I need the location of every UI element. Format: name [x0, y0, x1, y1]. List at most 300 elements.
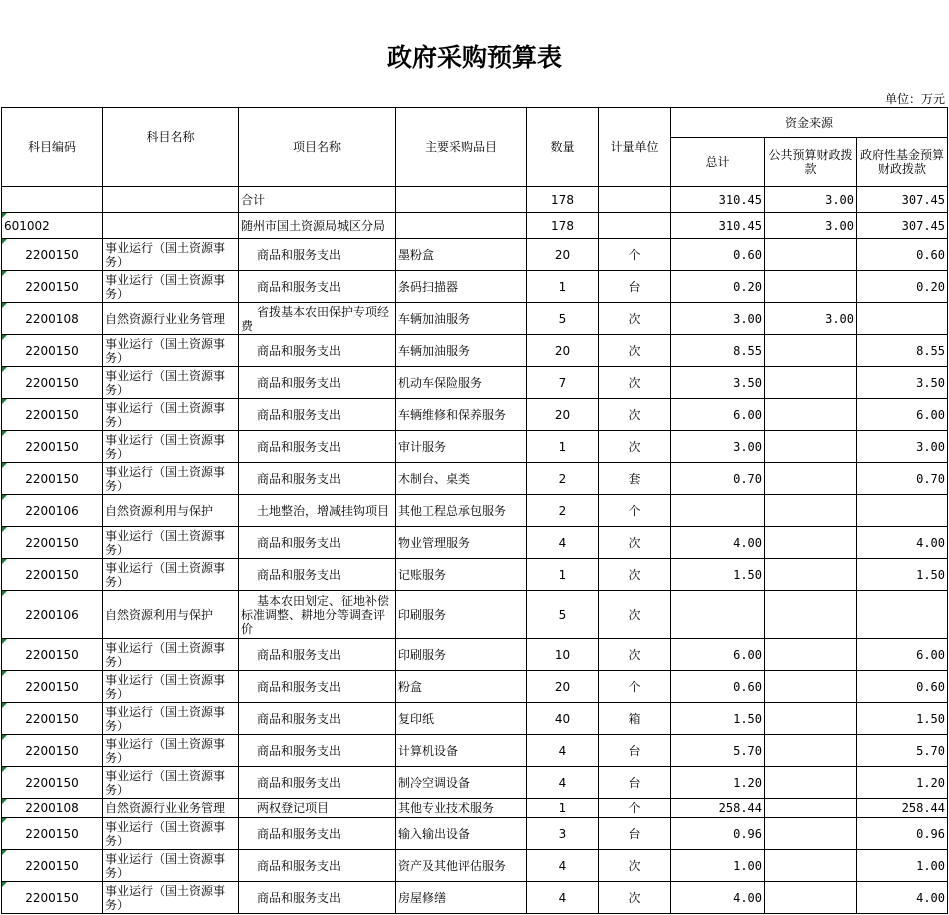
quantity-text: 1 — [558, 279, 567, 294]
code-text: 2200150 — [25, 247, 79, 262]
cell-marker-icon — [2, 399, 7, 404]
subject-name-cell — [103, 335, 239, 367]
gov-fund-text: 307.45 — [901, 218, 945, 233]
public-budget-cell — [765, 303, 857, 335]
total-cell — [671, 850, 765, 882]
subject-name-cell — [103, 767, 239, 799]
unit-cell — [599, 818, 671, 850]
subject-name-text: 事业运行（国土资源事务） — [105, 819, 226, 848]
table-row — [2, 399, 948, 431]
project-name-text: 商品和服务支出 — [257, 679, 342, 694]
code-text: 2200106 — [25, 607, 79, 622]
code-text: 601002 — [4, 218, 50, 233]
header-subject-code: 科目编码 — [2, 108, 103, 187]
gov-fund-text: 6.00 — [916, 647, 945, 662]
cell-marker-icon — [2, 767, 7, 772]
project-name-cell — [239, 591, 396, 639]
public-budget-cell — [765, 431, 857, 463]
unit-text: 次 — [628, 567, 641, 582]
code-text: 2200106 — [25, 503, 79, 518]
code-cell — [2, 671, 103, 703]
table-body — [2, 187, 948, 914]
total-text: 4.00 — [733, 535, 762, 550]
purchase-item-cell — [396, 527, 527, 559]
gov-fund-text: 0.20 — [916, 279, 945, 294]
cell-marker-icon — [2, 303, 7, 308]
public-budget-cell — [765, 559, 857, 591]
quantity-text: 4 — [558, 743, 567, 758]
quantity-cell — [527, 303, 599, 335]
purchase-item-cell — [396, 882, 527, 914]
table-row — [2, 239, 948, 271]
public-budget-cell — [765, 850, 857, 882]
public-budget-cell — [765, 367, 857, 399]
project-name-text: 商品和服务支出 — [257, 890, 342, 905]
header-quantity: 数量 — [527, 108, 599, 187]
purchase-item-cell — [396, 767, 527, 799]
cell-marker-icon — [2, 431, 7, 436]
project-name-text: 基本农田划定、征地补偿标准调整、耕地分等调查评价 — [241, 593, 390, 636]
purchase-item-text: 机动车保险服务 — [398, 375, 483, 390]
gov-fund-text: 1.00 — [916, 858, 945, 873]
quantity-cell — [527, 495, 599, 527]
purchase-item-cell — [396, 818, 527, 850]
quantity-text: 40 — [554, 711, 571, 726]
total-cell — [671, 335, 765, 367]
public-budget-cell — [765, 271, 857, 303]
gov-fund-text: 4.00 — [916, 535, 945, 550]
table-row — [2, 303, 948, 335]
subject-name-cell — [103, 591, 239, 639]
budget-table — [1, 107, 948, 914]
total-text: 0.60 — [733, 679, 762, 694]
subject-name-cell — [103, 850, 239, 882]
public-budget-cell — [765, 213, 857, 239]
gov-fund-text: 1.20 — [916, 775, 945, 790]
table-row — [2, 882, 948, 914]
gov-fund-text: 8.55 — [916, 343, 945, 358]
cell-marker-icon — [2, 818, 7, 823]
quantity-cell — [527, 639, 599, 671]
public-budget-cell — [765, 239, 857, 271]
gov-fund-cell — [857, 399, 948, 431]
project-name-text: 商品和服务支出 — [257, 567, 342, 582]
subject-name-text: 事业运行（国土资源事务） — [105, 240, 226, 269]
quantity-cell — [527, 463, 599, 495]
purchase-item-text: 其他专业技术服务 — [398, 801, 495, 815]
quantity-text: 20 — [554, 407, 571, 422]
cell-marker-icon — [2, 591, 7, 596]
purchase-item-text: 墨粉盒 — [398, 247, 435, 262]
public-budget-cell — [765, 639, 857, 671]
total-text: 258.44 — [718, 801, 762, 815]
subject-name-text: 自然资源利用与保护 — [105, 503, 214, 518]
project-name-cell — [239, 850, 396, 882]
project-name-cell — [239, 818, 396, 850]
quantity-text: 20 — [554, 247, 571, 262]
subject-name-cell — [103, 527, 239, 559]
gov-fund-text: 1.50 — [916, 567, 945, 582]
unit-text: 次 — [628, 647, 641, 662]
purchase-item-cell — [396, 559, 527, 591]
quantity-cell — [527, 239, 599, 271]
total-cell — [671, 818, 765, 850]
project-name-text: 商品和服务支出 — [257, 647, 342, 662]
purchase-item-cell — [396, 495, 527, 527]
table-row — [2, 818, 948, 850]
unit-cell — [599, 495, 671, 527]
project-name-text: 商品和服务支出 — [257, 439, 342, 454]
purchase-item-text: 印刷服务 — [398, 647, 447, 662]
code-cell — [2, 367, 103, 399]
public-budget-cell — [765, 463, 857, 495]
public-budget-cell — [765, 591, 857, 639]
code-text: 2200150 — [25, 343, 79, 358]
total-cell — [671, 703, 765, 735]
quantity-text: 1 — [558, 567, 567, 582]
total-text: 0.96 — [733, 826, 762, 841]
code-cell — [2, 735, 103, 767]
quantity-cell — [527, 213, 599, 239]
project-name-text: 商品和服务支出 — [257, 858, 342, 873]
total-cell — [671, 399, 765, 431]
quantity-text: 4 — [558, 775, 567, 790]
gov-fund-cell — [857, 239, 948, 271]
project-name-cell — [239, 735, 396, 767]
public-budget-cell — [765, 671, 857, 703]
unit-cell — [599, 527, 671, 559]
subject-name-text: 自然资源利用与保护 — [105, 607, 214, 622]
gov-fund-text: 4.00 — [916, 890, 945, 905]
code-cell — [2, 271, 103, 303]
public-budget-cell — [765, 335, 857, 367]
total-cell — [671, 367, 765, 399]
quantity-cell — [527, 703, 599, 735]
gov-fund-text: 3.00 — [916, 439, 945, 454]
purchase-item-cell — [396, 213, 527, 239]
total-cell — [671, 735, 765, 767]
code-text: 2200150 — [25, 375, 79, 390]
total-cell — [671, 591, 765, 639]
code-cell — [2, 239, 103, 271]
gov-fund-cell — [857, 527, 948, 559]
quantity-cell — [527, 271, 599, 303]
code-text: 2200150 — [25, 775, 79, 790]
gov-fund-cell — [857, 463, 948, 495]
gov-fund-cell — [857, 335, 948, 367]
purchase-item-cell — [396, 639, 527, 671]
public-budget-text: 3.00 — [825, 311, 854, 326]
purchase-item-text: 房屋修缮 — [398, 890, 447, 905]
total-text: 0.60 — [733, 247, 762, 262]
quantity-cell — [527, 799, 599, 818]
header-gov-fund: 政府性基金预算财政拨款 — [857, 138, 948, 187]
code-text: 2200150 — [25, 439, 79, 454]
unit-text: 次 — [628, 407, 641, 422]
unit-text: 套 — [628, 471, 641, 486]
gov-fund-cell — [857, 767, 948, 799]
header-subject-name: 科目名称 — [103, 108, 239, 187]
purchase-item-cell — [396, 799, 527, 818]
total-text: 310.45 — [718, 218, 762, 233]
gov-fund-cell — [857, 591, 948, 639]
quantity-cell — [527, 767, 599, 799]
subject-name-cell — [103, 431, 239, 463]
subject-name-cell — [103, 639, 239, 671]
code-text: 2200150 — [25, 858, 79, 873]
gov-fund-text: 0.70 — [916, 471, 945, 486]
quantity-cell — [527, 431, 599, 463]
table-row — [2, 735, 948, 767]
public-budget-cell — [765, 882, 857, 914]
subject-name-text: 事业运行（国土资源事务） — [105, 851, 226, 880]
unit-cell — [599, 639, 671, 671]
quantity-text: 1 — [558, 801, 567, 815]
total-cell — [671, 463, 765, 495]
header-fund-source: 资金来源 — [671, 108, 948, 138]
project-name-cell — [239, 431, 396, 463]
quantity-text: 4 — [558, 858, 567, 873]
subject-name-cell — [103, 213, 239, 239]
quantity-text: 20 — [554, 679, 571, 694]
subject-name-text: 事业运行（国土资源事务） — [105, 400, 226, 429]
table-row — [2, 367, 948, 399]
cell-marker-icon — [2, 367, 7, 372]
purchase-item-cell — [396, 367, 527, 399]
purchase-item-text: 计算机设备 — [398, 743, 459, 758]
subject-name-cell — [103, 239, 239, 271]
total-cell — [671, 239, 765, 271]
public-budget-text: 3.00 — [825, 218, 854, 233]
project-name-cell — [239, 559, 396, 591]
project-name-text: 商品和服务支出 — [257, 535, 342, 550]
cell-marker-icon — [2, 335, 7, 340]
unit-text: 次 — [628, 535, 641, 550]
purchase-item-cell — [396, 239, 527, 271]
table-row — [2, 639, 948, 671]
unit-cell — [599, 671, 671, 703]
subject-name-text: 事业运行（国土资源事务） — [105, 368, 226, 397]
public-budget-cell — [765, 818, 857, 850]
project-name-text: 商品和服务支出 — [257, 775, 342, 790]
subject-name-cell — [103, 303, 239, 335]
gov-fund-cell — [857, 639, 948, 671]
purchase-item-text: 复印纸 — [398, 711, 435, 726]
unit-text: 箱 — [628, 711, 641, 726]
code-text: 2200150 — [25, 890, 79, 905]
project-name-cell — [239, 367, 396, 399]
gov-fund-cell — [857, 799, 948, 818]
gov-fund-text: 1.50 — [916, 711, 945, 726]
subject-name-text: 事业运行（国土资源事务） — [105, 560, 226, 589]
total-text: 1.50 — [733, 567, 762, 582]
unit-cell — [599, 735, 671, 767]
subject-name-text: 事业运行（国土资源事务） — [105, 768, 226, 797]
subject-name-cell — [103, 799, 239, 818]
purchase-item-cell — [396, 271, 527, 303]
total-cell — [671, 671, 765, 703]
total-text: 1.20 — [733, 775, 762, 790]
unit-cell — [599, 882, 671, 914]
unit-text: 个 — [628, 503, 641, 518]
quantity-text: 5 — [558, 607, 567, 622]
total-cell — [671, 882, 765, 914]
project-name-cell — [239, 882, 396, 914]
project-name-cell — [239, 303, 396, 335]
total-text: 0.20 — [733, 279, 762, 294]
purchase-item-text: 条码扫描器 — [398, 279, 459, 294]
quantity-text: 20 — [554, 343, 571, 358]
unit-cell — [599, 703, 671, 735]
unit-cell — [599, 767, 671, 799]
unit-text: 台 — [628, 743, 641, 758]
project-name-text: 随州市国土资源局城区分局 — [241, 218, 386, 233]
cell-marker-icon — [2, 271, 7, 276]
gov-fund-cell — [857, 882, 948, 914]
subject-name-cell — [103, 703, 239, 735]
code-text: 2200150 — [25, 647, 79, 662]
code-cell — [2, 799, 103, 818]
header-public-budget: 公共预算财政拨款 — [765, 138, 857, 187]
project-name-text: 商品和服务支出 — [257, 711, 342, 726]
code-cell — [2, 495, 103, 527]
code-cell — [2, 303, 103, 335]
cell-marker-icon — [2, 527, 7, 532]
total-cell — [671, 527, 765, 559]
code-cell — [2, 213, 103, 239]
code-cell — [2, 639, 103, 671]
subject-name-text: 事业运行（国土资源事务） — [105, 464, 226, 493]
project-name-cell — [239, 703, 396, 735]
project-name-text: 商品和服务支出 — [257, 471, 342, 486]
unit-text: 个 — [628, 801, 641, 815]
subject-name-text: 自然资源行业业务管理 — [105, 311, 226, 326]
gov-fund-cell — [857, 187, 948, 213]
table-row — [2, 335, 948, 367]
purchase-item-text: 其他工程总承包服务 — [398, 503, 507, 518]
code-text: 2200150 — [25, 471, 79, 486]
cell-marker-icon — [2, 559, 7, 564]
purchase-item-text: 木制台、桌类 — [398, 471, 471, 486]
project-name-text: 省拨基本农田保护专项经费 — [241, 304, 390, 333]
code-cell — [2, 335, 103, 367]
subject-name-cell — [103, 463, 239, 495]
subject-name-text: 自然资源行业业务管理 — [105, 801, 226, 815]
total-cell — [671, 559, 765, 591]
quantity-cell — [527, 335, 599, 367]
total-text: 8.55 — [733, 343, 762, 358]
subject-name-text: 事业运行（国土资源事务） — [105, 432, 226, 461]
gov-fund-cell — [857, 431, 948, 463]
cell-marker-icon — [2, 882, 7, 887]
project-name-text: 合计 — [241, 192, 266, 207]
total-cell — [671, 495, 765, 527]
gov-fund-text: 258.44 — [901, 801, 945, 815]
code-text: 2200150 — [25, 826, 79, 841]
unit-cell — [599, 367, 671, 399]
unit-text: 次 — [628, 890, 641, 905]
purchase-item-text: 粉盒 — [398, 679, 423, 694]
purchase-item-text: 资产及其他评估服务 — [398, 858, 507, 873]
table-row — [2, 187, 948, 213]
unit-text: 台 — [628, 279, 641, 294]
project-name-cell — [239, 213, 396, 239]
gov-fund-cell — [857, 735, 948, 767]
total-cell — [671, 213, 765, 239]
cell-marker-icon — [2, 850, 7, 855]
quantity-text: 3 — [558, 826, 567, 841]
cell-marker-icon — [2, 639, 7, 644]
code-text: 2200150 — [25, 279, 79, 294]
code-cell — [2, 187, 103, 213]
code-text: 2200150 — [25, 711, 79, 726]
public-budget-cell — [765, 495, 857, 527]
code-cell — [2, 559, 103, 591]
total-text: 3.00 — [733, 439, 762, 454]
total-cell — [671, 767, 765, 799]
purchase-item-cell — [396, 850, 527, 882]
cell-marker-icon — [2, 495, 7, 500]
total-text: 5.70 — [733, 743, 762, 758]
project-name-text: 商品和服务支出 — [257, 279, 342, 294]
public-budget-cell — [765, 735, 857, 767]
unit-cell — [599, 591, 671, 639]
subject-name-cell — [103, 559, 239, 591]
project-name-text: 两权登记项目 — [257, 801, 330, 815]
unit-cell — [599, 187, 671, 213]
purchase-item-cell — [396, 303, 527, 335]
project-name-text: 土地整治，增减挂钩项目 — [257, 503, 390, 518]
public-budget-cell — [765, 187, 857, 213]
quantity-cell — [527, 850, 599, 882]
gov-fund-cell — [857, 559, 948, 591]
subject-name-cell — [103, 735, 239, 767]
subject-name-text: 事业运行（国土资源事务） — [105, 336, 226, 365]
unit-cell — [599, 303, 671, 335]
purchase-item-cell — [396, 431, 527, 463]
project-name-text: 商品和服务支出 — [257, 407, 342, 422]
quantity-cell — [527, 818, 599, 850]
purchase-item-text: 印刷服务 — [398, 607, 447, 622]
public-budget-cell — [765, 527, 857, 559]
page-title: 政府采购预算表 — [386, 43, 562, 72]
subject-name-cell — [103, 671, 239, 703]
total-cell — [671, 431, 765, 463]
purchase-item-text: 输入输出设备 — [398, 826, 471, 841]
cell-marker-icon — [2, 735, 7, 740]
project-name-cell — [239, 271, 396, 303]
project-name-text: 商品和服务支出 — [257, 343, 342, 358]
table-row — [2, 671, 948, 703]
subject-name-text: 事业运行（国土资源事务） — [105, 528, 226, 557]
quantity-text: 10 — [554, 647, 571, 662]
cell-marker-icon — [2, 239, 7, 244]
purchase-item-cell — [396, 463, 527, 495]
code-text: 2200150 — [25, 743, 79, 758]
code-text: 2200108 — [25, 801, 79, 815]
total-text: 0.70 — [733, 471, 762, 486]
unit-text: 次 — [628, 439, 641, 454]
quantity-text: 5 — [558, 311, 567, 326]
unit-text: 次 — [628, 858, 641, 873]
code-text: 2200150 — [25, 535, 79, 550]
purchase-item-text: 车辆加油服务 — [398, 343, 471, 358]
unit-cell — [599, 799, 671, 818]
gov-fund-text: 0.60 — [916, 247, 945, 262]
quantity-text: 2 — [558, 503, 567, 518]
subject-name-cell — [103, 399, 239, 431]
total-text: 310.45 — [718, 192, 762, 207]
